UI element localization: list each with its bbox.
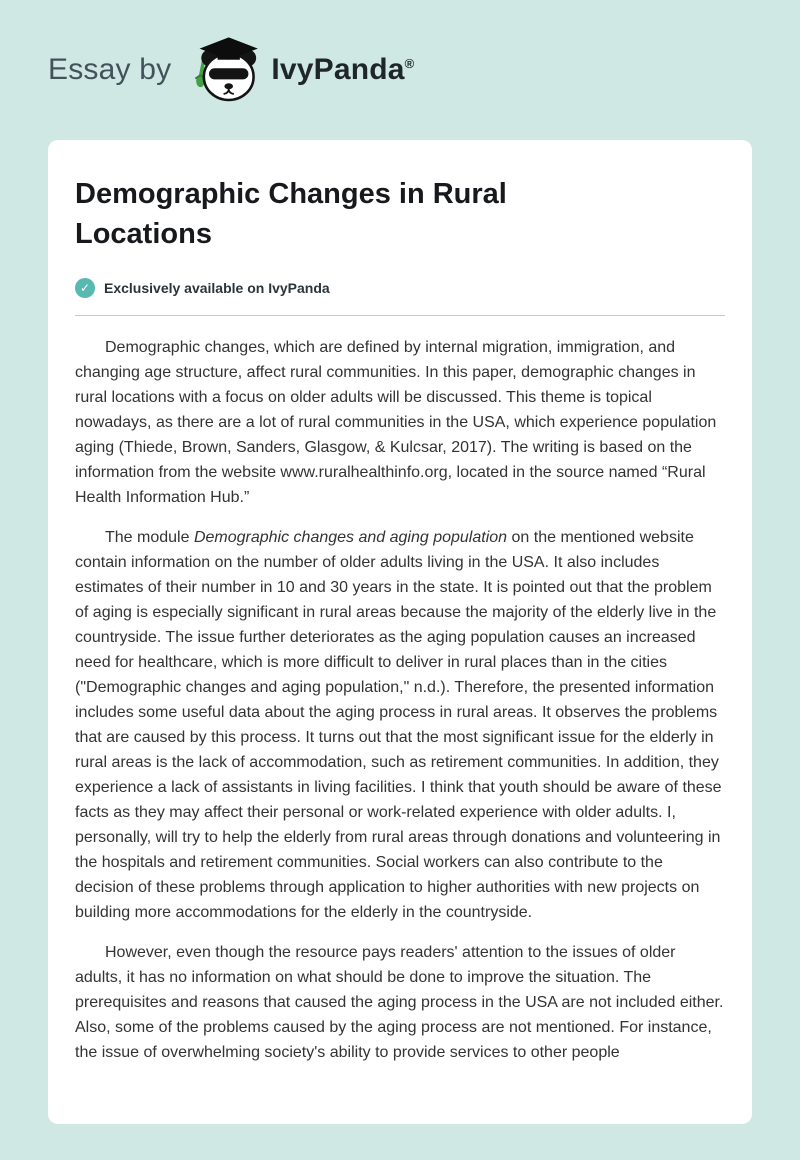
essay-paragraph — [75, 525, 725, 925]
page-title: Demographic Changes in Rural Locations — [75, 178, 507, 250]
divider — [75, 315, 725, 316]
brand-name — [271, 53, 414, 87]
essay-by-label: Essay by — [48, 53, 172, 86]
essay-paragraph — [75, 335, 725, 510]
registered-mark: ® — [404, 56, 415, 71]
panda-icon — [191, 34, 263, 106]
text-run: Demographic changes, which are defined by internal migration, immigration, and changing age structure, affect rural communities. In this paper, demographic changes in rural locations with a focus on older adults will be discussed. This theme is topical nowadays, as there are a lot of rural communities in the USA, which experience population aging (Thiede, Brown, Sanders, Glasgow, & Kulcsar, 2017). The writing is based on the information from the website www.ruralhealthinfo.org, located in the source named “Rural Health Information Hub.” — [75, 339, 717, 506]
site-header — [0, 0, 800, 140]
text-run: The module — [105, 529, 194, 546]
italic-text-run: Demographic changes and aging population — [193, 529, 508, 546]
badge-label: Exclusively available on IvyPanda — [104, 280, 330, 296]
text-run: on the mentioned website contain information on the number of older adults living in the USA. It also includes estimates of their number in 10 and 30 years in the state. It is pointed out that the problem of aging is especially significant in rural areas because the majority of the elderly live in the countryside. The issue further deteriorates as the aging population causes an increased need for healthcare, which is more difficult to deliver in rural places than in the cities ("Demographic changes and aging population," n.d.). Therefore, the presented information includes some useful data about the aging process in rural areas. It observes the problems that are caused by this process. It turns out that the most significant issue for the elderly in rural areas is the lack of accommodation, such as retirement communities. In addition, they experience a lack of assistants in living facilities. I think that youth should be aware of these facts as they may affect their personal or work-related experience with older adults. I, personally, will try to help the elderly from rural areas through donations and volunteering in the hospitals and retirement communities. Social workers can also contribute to the decision of these problems through application to higher authorities with new projects on building more accommodations for the elderly in the countryside. — [75, 529, 722, 921]
text-run: However, even though the resource pays readers' attention to the issues of older adults, it has no information on what should be done to improve the situation. The prerequisites and reasons that caused the aging process in the USA are not included either. Also, some of the problems caused by the aging process are not mentioned. For instance, the issue of overwhelming society's ability to provide services to other people — [75, 944, 724, 1061]
ivypanda-logo[interactable] — [191, 34, 414, 106]
essay-card — [48, 140, 752, 1124]
article-body — [75, 335, 725, 1065]
availability-badge — [75, 278, 725, 298]
brand-text: IvyPanda — [271, 53, 405, 86]
essay-paragraph — [75, 940, 725, 1065]
check-icon: ✓ — [75, 278, 95, 298]
